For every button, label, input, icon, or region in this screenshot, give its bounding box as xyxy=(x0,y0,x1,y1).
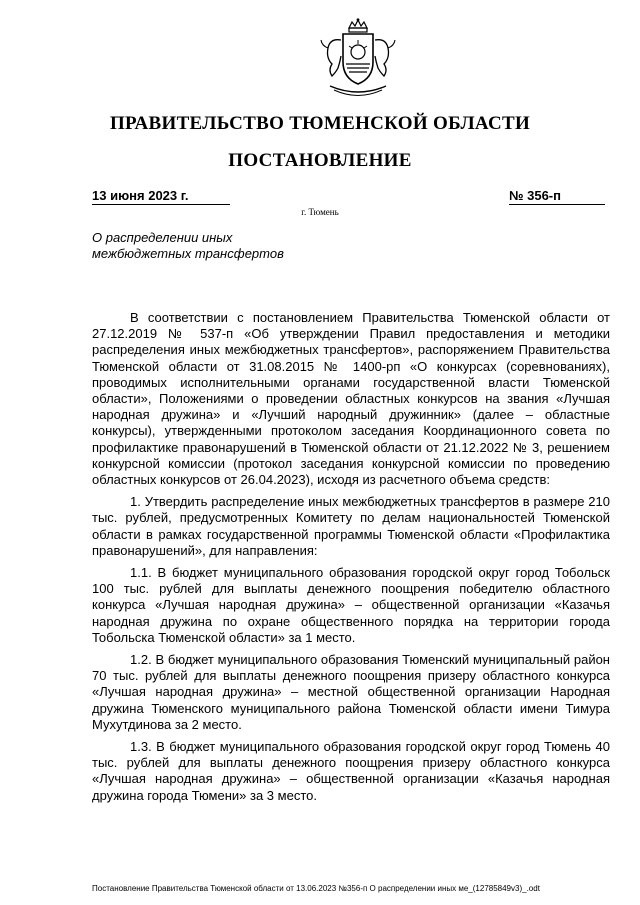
subject-line-2: межбюджетных трансфертов xyxy=(92,246,284,261)
coat-of-arms-icon xyxy=(316,18,400,102)
document-subject xyxy=(92,230,352,262)
paragraph-item-1-2: 1.2. В бюджет муниципального образования Тюменский муниципальный район 70 тыс. рублей для выплаты денежного поощрения призеру областного конкурса «Лучшая народная дружина» – местной общественной организации Народная дружина Тюменского муниципального района Тюменской области имени Тимура Мухутдинова за 2 место. xyxy=(92,652,610,732)
number-underline xyxy=(509,204,605,205)
document-date: 13 июня 2023 г. xyxy=(92,188,189,203)
date-underline xyxy=(92,204,230,205)
document-number: № 356-п xyxy=(509,188,561,203)
paragraph-item-1: 1. Утвердить распределение иных межбюджетных трансфертов в размере 210 тыс. рублей, предусмотренных Комитету по делам национальностей Тюменской области в рамках государственной программы Тюменской области «Профилактика правонарушений», для направления: xyxy=(92,494,610,558)
paragraph-item-1-3: 1.3. В бюджет муниципального образования городской округ город Тюмень 40 тыс. рублей для выплаты денежного поощрения призеру областного конкурса «Лучшая народная дружина» – общественной организации «Казачья народная дружина города Тюмени» за 3 место. xyxy=(92,739,610,803)
subject-line-1: О распределении иных xyxy=(92,230,233,245)
document-body xyxy=(92,310,610,810)
document-footer: Постановление Правительства Тюменской области от 13.06.2023 №356-п О распределении иных ме_(12785849v3)_.odt xyxy=(92,884,540,893)
paragraph-item-1-1: 1.1. В бюджет муниципального образования городской округ город Тобольск 100 тыс. рублей для выплаты денежного поощрения победителю областного конкурса «Лучшая народная дружина» – общественной организации «Казачья народная дружина по охране общественного порядка на территории города Тобольска Тюменской области» за 1 место. xyxy=(92,565,610,645)
document-type: ПОСТАНОВЛЕНИЕ xyxy=(228,150,412,171)
government-title: ПРАВИТЕЛЬСТВО ТЮМЕНСКОЙ ОБЛАСТИ xyxy=(109,113,531,134)
document-city: г. Тюмень xyxy=(301,207,339,217)
paragraph-preamble: В соответствии с постановлением Правительства Тюменской области от 27.12.2019 № 537-п «Об утверждении Правил предоставления и методики распределения иных межбюджетных трансфертов», распоряжением Правительства Тюменской области от 31.08.2015 № 1400-рп «О конкурсах (соревнованиях), проводимых исполнительными органами государственной власти Тюменской области», Положениями о проведении областных конкурсов на звания «Лучшая народная дружина» и «Лучший народный дружинник» (далее – областные конкурсы), утвержденными протоколом заседания Координационного совета по профилактике правонарушений в Тюменской области от 21.12.2022 № 3, решением конкурсной комиссии (протокол заседания конкурсной комиссии по проведению областных конкурсов от 26.04.2023), исходя из расчетного объема средств: xyxy=(92,310,610,488)
